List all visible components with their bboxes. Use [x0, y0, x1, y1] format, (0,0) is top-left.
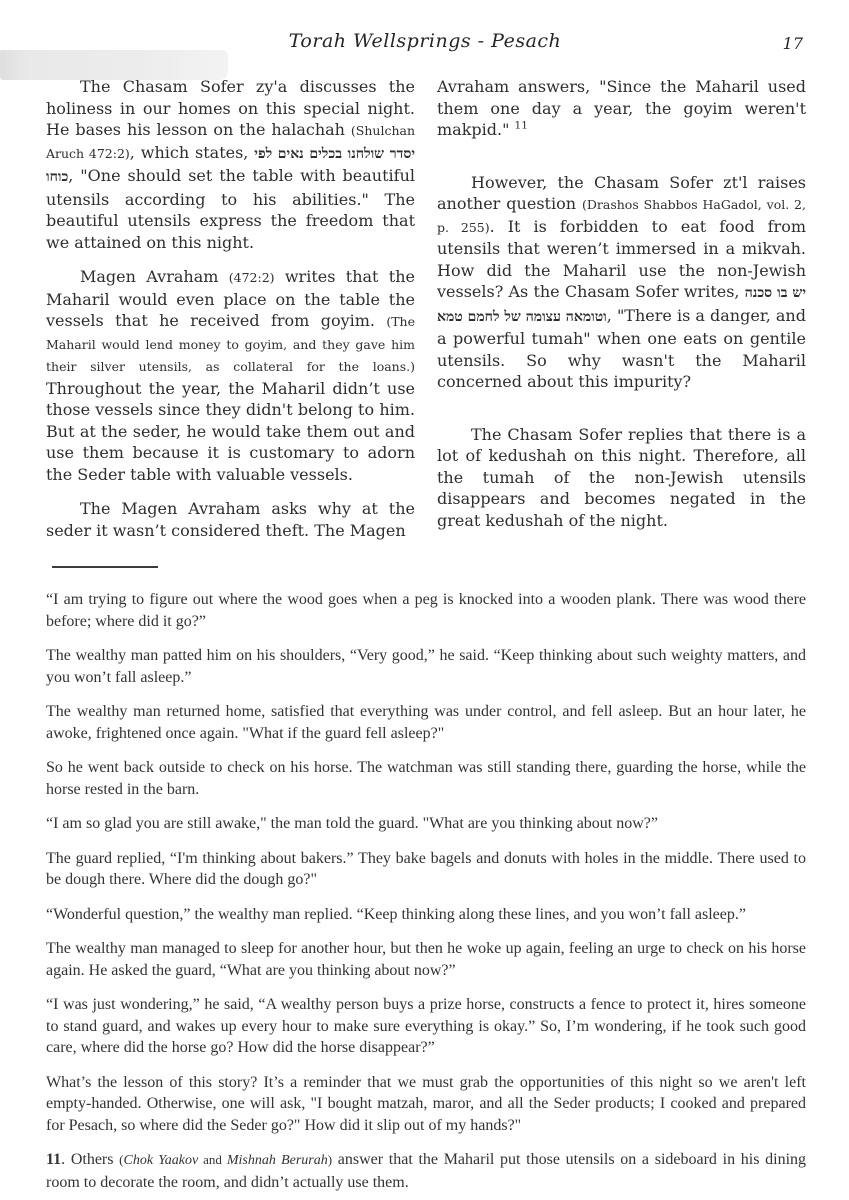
footnote-paragraph: “I was just wondering,” he said, “A wealthy person buys a prize horse, constructs a fence to protect it, hires someone to stand guard, and wakes up every hour to make sure everything is okay.” So, I’m wondering, if he took such good care, where did the horse go? How did the horse disappear?” [46, 996, 806, 1056]
footnotes-section [46, 589, 806, 1200]
footnote-paragraph: What’s the lesson of this story? It’s a reminder that we must grab the opportunities of this night so we aren't left empty-handed. Otherwise, one will ask, "I bought matzah, maror, and all the Seder products; I cooked and prepared for Pesach, so where did the Seder go?" How did it slip out of my hands?" [46, 1073, 806, 1134]
footnote-paragraph: The wealthy man managed to sleep for another hour, but then he woke up again, feeling an urge to check on his horse again. He asked the guard, “What are you thinking about now?” [46, 940, 806, 979]
footnote-paragraph: The wealthy man returned home, satisfied that everything was under control, and fell asleep. But an hour later, he awoke, frightened once again. "What if the guard fell asleep?" [46, 703, 806, 742]
left-column [46, 76, 415, 562]
hebrew-phrase: יש בו סכנה וטומאה עצומה של לחמם טמא [437, 285, 806, 325]
paragraph: The Chasam Sofer replies that there is a lot of kedushah on this night. Therefore, all the tumah of the non-Jewish utensils disappears and becomes negated in the great kedushah of the night. [437, 424, 806, 530]
footnote-paragraph: 11. Others (Chok Yaakov and Mishnah Berurah) answer that the Maharil put those utensils on a sideboard in his dining room to decorate the room, and didn’t actually use them. [46, 1151, 807, 1191]
paragraph: However, the Chasam Sofer zt'l raises another question (Drashos Shabbos HaGadol, vol. 2, p. 255). It is forbidden to eat food from utensils that weren’t immersed in a mikvah. How did the Maharil use the non-Jewish vessels? As the Chasam Sofer writes, יש בו סכנה וטומאה עצומה של לחמם טמא, "There is a danger, and a powerful tumah" when one eats on gentile utensils. So why wasn't the Maharil concerned about this impurity? [437, 172, 807, 391]
footnote-paragraph: “I am trying to figure out where the wood goes when a peg is knocked into a wooden plank. There was wood there before; where did it go?” [46, 591, 806, 630]
paragraph: Avraham answers, "Since the Maharil used them one day a year, the goyim weren't makpid." $^{11}$ [437, 77, 806, 139]
right-column [437, 76, 806, 562]
footnote-paragraph: So he went back outside to check on his horse. The watchman was still standing there, guarding the horse, while the horse rested in the barn. [46, 759, 806, 798]
footnote-paragraph: The guard replied, “I'm thinking about bakers.” They bake bagels and donuts with holes in the middle. There used to be dough there. Where did the dough go?" [46, 849, 806, 888]
article-body [46, 76, 806, 562]
paragraph: The Chasam Sofer zy'a discusses the holiness in our homes on this special night. He bases his lesson on the halachah (Shulchan Aruch 472:2), which states, יסדר שולחנו בכלים נאים לפי כוחו, "One should set the table with beautiful utensils according to his abilities." The beautiful utensils express the freedom that we attained on this night. [46, 77, 415, 252]
page-title: Torah Wellsprings - Pesach [288, 30, 562, 52]
footnote-paragraph: The wealthy man patted him on his shoulders, “Very good,” he said. “Keep thinking about such weighty matters, and you won’t fall asleep.” [46, 647, 806, 686]
page-number: 17 [782, 34, 803, 53]
page-header [45, 30, 805, 58]
paragraph: The Magen Avraham asks why at the seder it wasn’t considered theft. The Magen [46, 499, 415, 540]
footnote-separator [52, 566, 158, 568]
paragraph: Magen Avraham (472:2) writes that the Maharil would even place on the table the vessels that he received from goyim. (The Maharil would lend money to goyim, and they gave him their silver utensils, as collateral for the loans.) Throughout the year, the Maharil didn’t use those vessels since they didn't belong to him. But at the seder, he would take them out and use them because it is customary to adorn the Seder table with valuable vessels. [46, 267, 415, 484]
footnote-paragraph: “I am so glad you are still awake," the man told the guard. "What are you thinking about now?” [46, 815, 658, 832]
footnote-paragraph: “Wonderful question,” the wealthy man replied. “Keep thinking along these lines, and you won’t fall asleep.” [46, 905, 746, 923]
footnote-reference: 11 [514, 119, 528, 132]
hebrew-phrase: יסדר שולחנו בכלים נאים לפי כוחו [46, 145, 415, 185]
